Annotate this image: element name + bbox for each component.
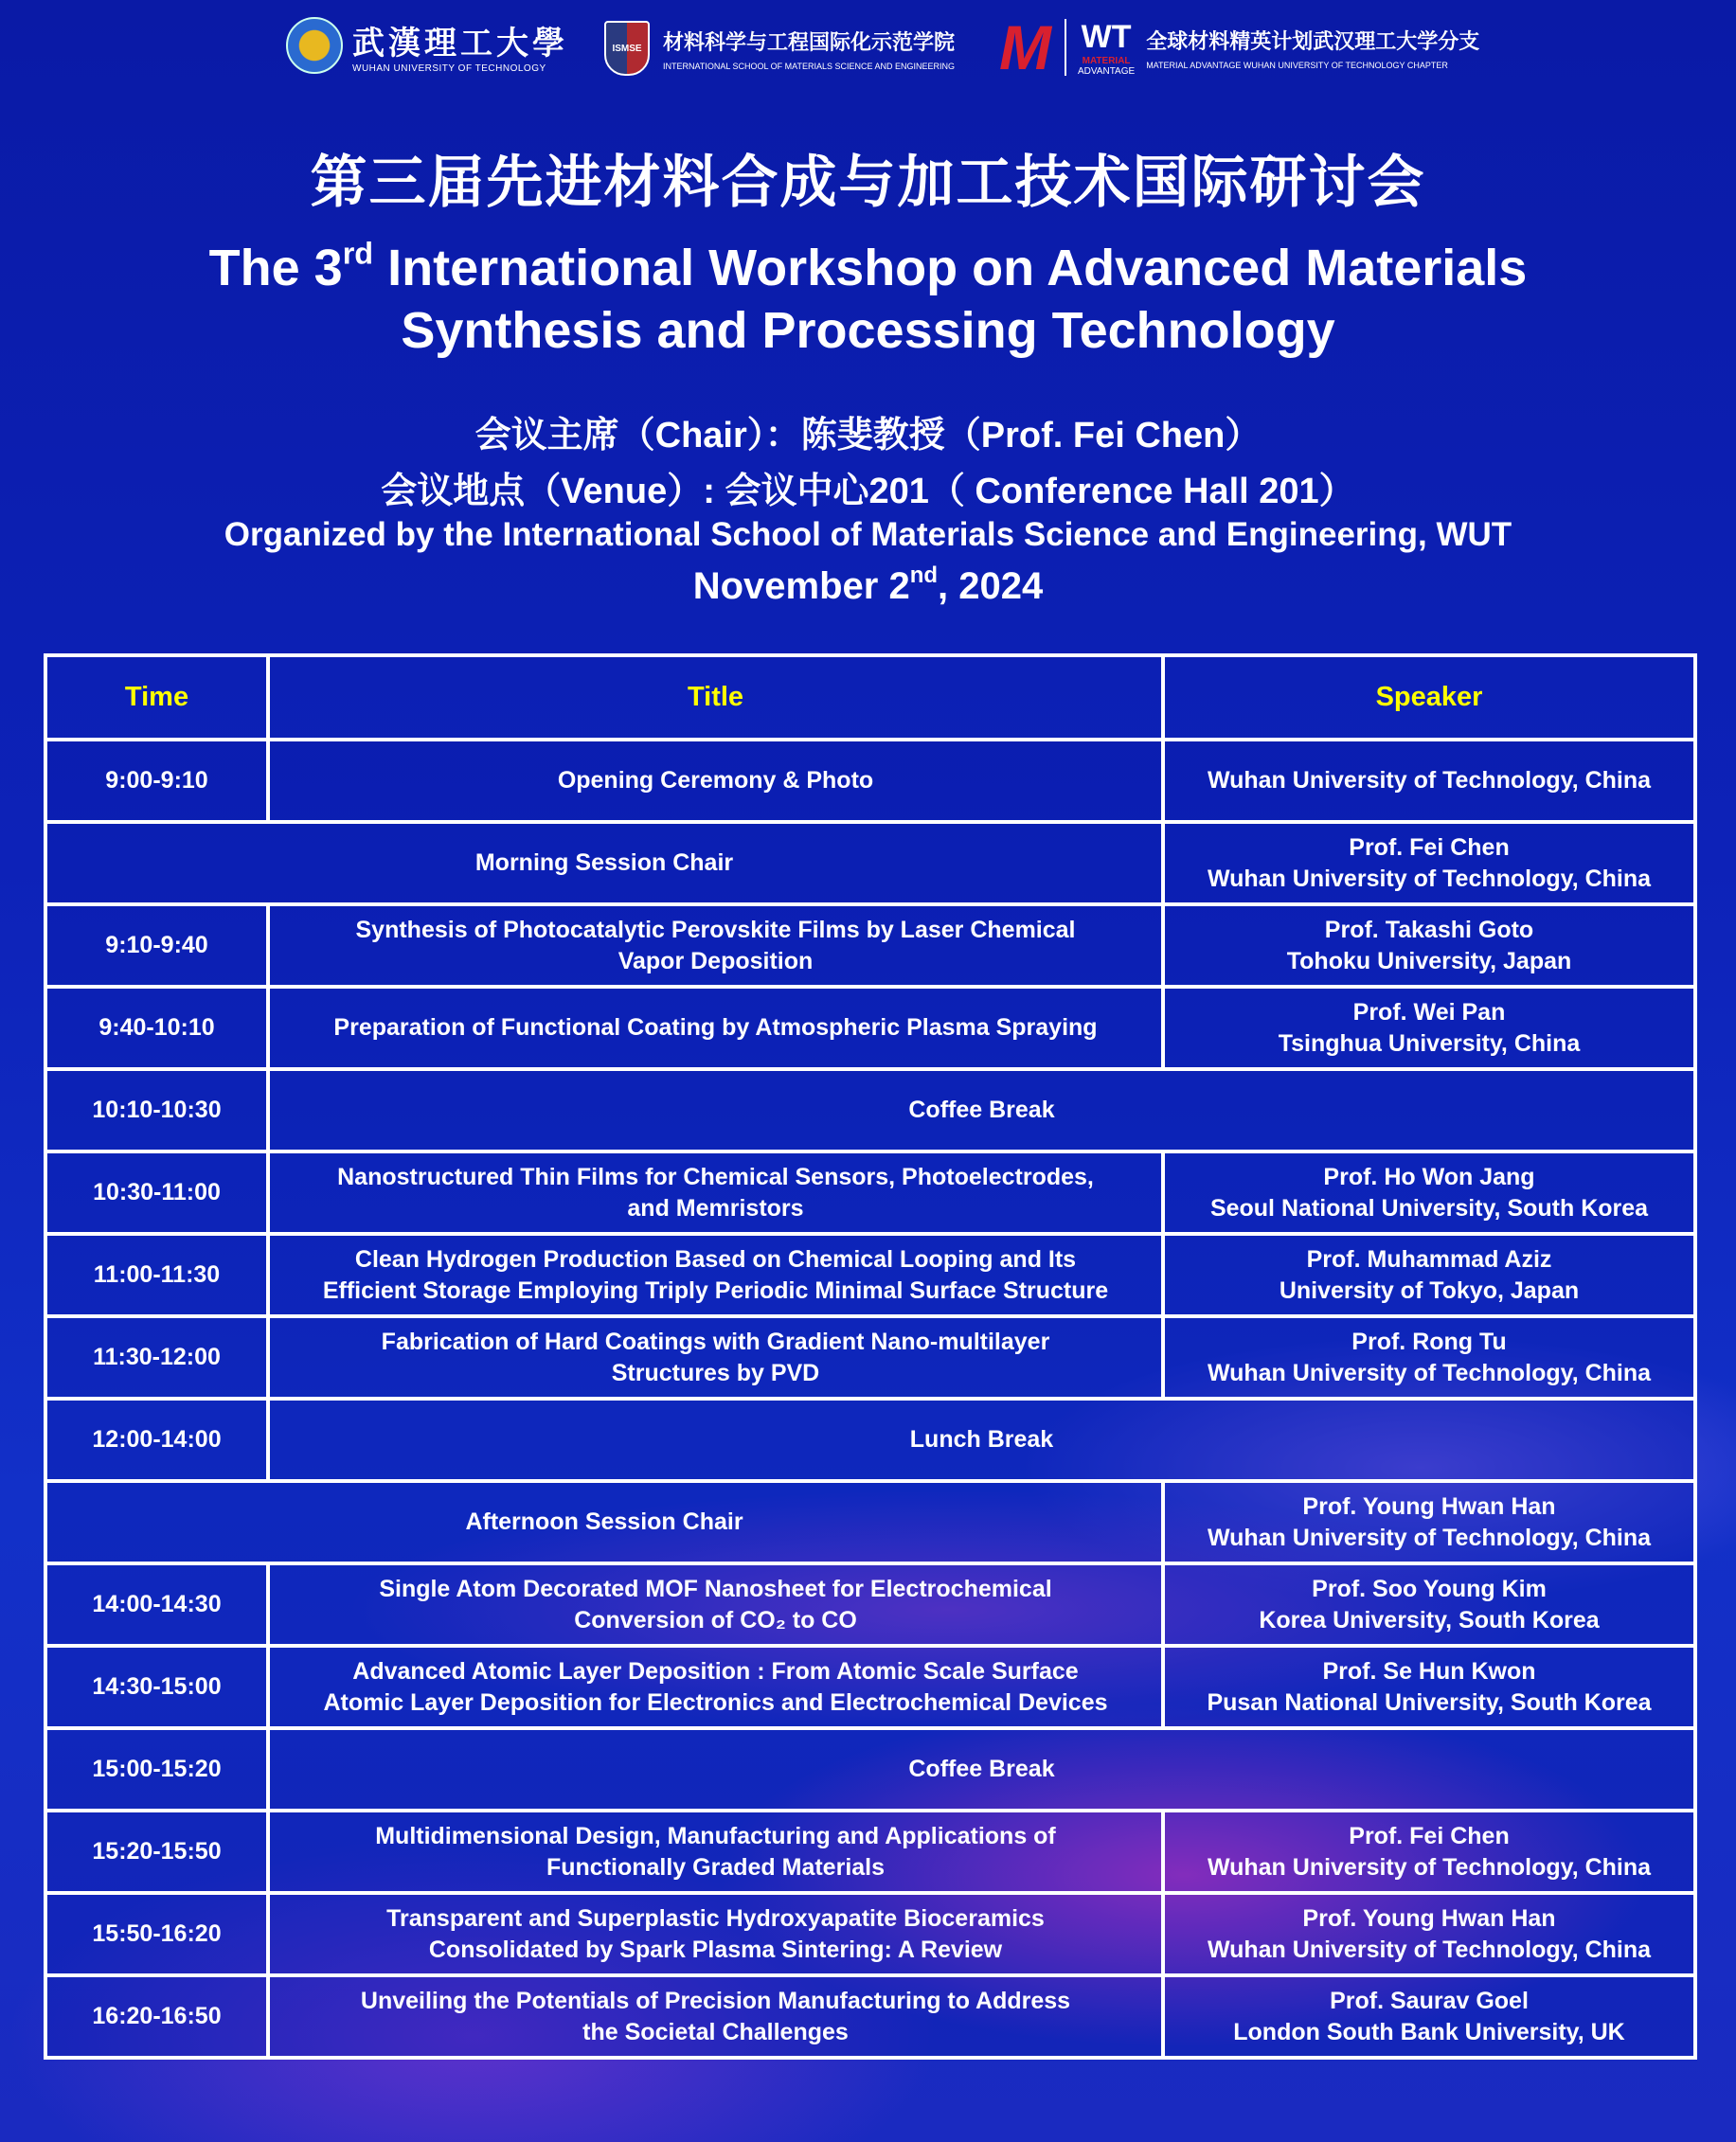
time-cell: 12:00-14:00 xyxy=(45,1399,268,1481)
title-cell: Transparent and Superplastic Hydroxyapatite Bioceramics Consolidated by Spark Plasma Sintering: A Review xyxy=(268,1893,1163,1975)
organizer-line: Organized by the International School of Materials Science and Engineering, WUT xyxy=(224,516,1512,553)
table-row xyxy=(45,822,1695,904)
wut-seal-icon xyxy=(286,17,343,74)
session-chair-label: Morning Session Chair xyxy=(45,822,1163,904)
speaker-cell: Wuhan University of Technology, China xyxy=(1163,740,1695,822)
speaker-cell: Prof. Young Hwan Han Wuhan University of Technology, China xyxy=(1163,1481,1695,1563)
time-cell: 10:30-11:00 xyxy=(45,1151,268,1234)
speaker-cell: Prof. Fei Chen Wuhan University of Technology, China xyxy=(1163,1811,1695,1893)
title-cell: Unveiling the Potentials of Precision Manufacturing to Address the Societal Challenges xyxy=(268,1975,1163,2058)
table-row xyxy=(45,1234,1695,1316)
time-cell: 9:40-10:10 xyxy=(45,987,268,1069)
time-cell: 10:10-10:30 xyxy=(45,1069,268,1151)
table-row xyxy=(45,1399,1695,1481)
time-cell: 15:20-15:50 xyxy=(45,1811,268,1893)
table-row xyxy=(45,1151,1695,1234)
header-speaker: Speaker xyxy=(1163,655,1695,740)
speaker-cell: Prof. Wei Pan Tsinghua University, China xyxy=(1163,987,1695,1069)
time-cell: 9:10-9:40 xyxy=(45,904,268,987)
speaker-cell: Prof. Muhammad Aziz University of Tokyo, Japan xyxy=(1163,1234,1695,1316)
ismse-shield-icon: ISMSE xyxy=(604,21,650,76)
ma-mark-icon: M xyxy=(999,12,1046,82)
ma-word-material: MATERIAL xyxy=(1082,55,1131,66)
table-row xyxy=(45,1975,1695,2058)
venue-line: 会议地点（Venue）: 会议中心201（ Conference Hall 201） xyxy=(381,472,1355,511)
logo-bar xyxy=(0,12,1736,83)
session-chair-label: Afternoon Session Chair xyxy=(45,1481,1163,1563)
title-cell: Advanced Atomic Layer Deposition : From Atomic Scale Surface Atomic Layer Deposition for Electronics and Electrochemical Devices xyxy=(268,1646,1163,1728)
title-cell: Multidimensional Design, Manufacturing and Applications of Functionally Graded Materials xyxy=(268,1811,1163,1893)
time-cell: 9:00-9:10 xyxy=(45,740,268,822)
time-cell: 15:00-15:20 xyxy=(45,1728,268,1811)
break-cell: Lunch Break xyxy=(268,1399,1695,1481)
wut-logo-cn: 武漢理工大學 xyxy=(352,25,568,62)
break-cell: Coffee Break xyxy=(268,1069,1695,1151)
title-english-line2: Synthesis and Processing Technology xyxy=(401,302,1335,359)
time-cell: 14:00-14:30 xyxy=(45,1563,268,1646)
table-row xyxy=(45,1563,1695,1646)
time-cell: 14:30-15:00 xyxy=(45,1646,268,1728)
title-cell: Fabrication of Hard Coatings with Gradient Nano-multilayer Structures by PVD xyxy=(268,1316,1163,1399)
table-row xyxy=(45,1811,1695,1893)
table-row xyxy=(45,904,1695,987)
wut-logo-en: WUHAN UNIVERSITY OF TECHNOLOGY xyxy=(352,63,546,74)
speaker-cell: Prof. Fei Chen Wuhan University of Technology, China xyxy=(1163,822,1695,904)
speaker-cell: Prof. Saurav Goel London South Bank University, UK xyxy=(1163,1975,1695,2058)
ismse-logo-en: INTERNATIONAL SCHOOL OF MATERIALS SCIENCE AND ENGINEERING xyxy=(663,61,956,71)
header-time: Time xyxy=(45,655,268,740)
schedule-table xyxy=(44,653,1697,2060)
title-cell: Clean Hydrogen Production Based on Chemical Looping and Its Efficient Storage Employing Triply Periodic Minimal Surface Structure xyxy=(268,1234,1163,1316)
title-chinese: 第三届先进材料合成与加工技术国际研讨会 xyxy=(310,151,1426,214)
title-cell: Single Atom Decorated MOF Nanosheet for Electrochemical Conversion of CO₂ to CO xyxy=(268,1563,1163,1646)
table-row xyxy=(45,1069,1695,1151)
speaker-cell: Prof. Takashi Goto Tohoku University, Japan xyxy=(1163,904,1695,987)
speaker-cell: Prof. Soo Young Kim Korea University, South Korea xyxy=(1163,1563,1695,1646)
speaker-cell: Prof. Young Hwan Han Wuhan University of Technology, China xyxy=(1163,1893,1695,1975)
table-row xyxy=(45,740,1695,822)
time-cell: 16:20-16:50 xyxy=(45,1975,268,2058)
time-cell: 15:50-16:20 xyxy=(45,1893,268,1975)
table-row xyxy=(45,1728,1695,1811)
ma-word-advantage: ADVANTAGE xyxy=(1077,65,1136,77)
ma-logo-en: MATERIAL ADVANTAGE WUHAN UNIVERSITY OF TECHNOLOGY CHAPTER xyxy=(1146,60,1448,70)
title-cell: Synthesis of Photocatalytic Perovskite Films by Laser Chemical Vapor Deposition xyxy=(268,904,1163,987)
ismse-logo-cn: 材料科学与工程国际化示范学院 xyxy=(663,29,956,54)
table-row xyxy=(45,987,1695,1069)
wt-mark-icon: WT xyxy=(1081,18,1132,55)
header-title: Title xyxy=(268,655,1163,740)
speaker-cell: Prof. Rong Tu Wuhan University of Technology, China xyxy=(1163,1316,1695,1399)
table-header-row xyxy=(45,655,1695,740)
table-row xyxy=(45,1893,1695,1975)
title-english-line1: The 3rd International Workshop on Advanced Materials xyxy=(208,236,1528,296)
chair-line: 会议主席（Chair）：陈斐教授（Prof. Fei Chen） xyxy=(474,416,1262,455)
title-cell: Opening Ceremony & Photo xyxy=(268,740,1163,822)
table-row xyxy=(45,1481,1695,1563)
material-advantage-logo xyxy=(999,11,1479,83)
table-row xyxy=(45,1646,1695,1728)
wut-logo xyxy=(286,17,568,74)
date-line: November 2nd, 2024 xyxy=(692,562,1044,607)
speaker-cell: Prof. Se Hun Kwon Pusan National University, South Korea xyxy=(1163,1646,1695,1728)
title-cell: Preparation of Functional Coating by Atmospheric Plasma Spraying xyxy=(268,987,1163,1069)
speaker-cell: Prof. Ho Won Jang Seoul National University, South Korea xyxy=(1163,1151,1695,1234)
time-cell: 11:30-12:00 xyxy=(45,1316,268,1399)
ismse-logo xyxy=(604,21,955,76)
ma-logo-cn: 全球材料精英计划武汉理工大学分支 xyxy=(1146,28,1480,53)
break-cell: Coffee Break xyxy=(268,1728,1695,1811)
title-cell: Nanostructured Thin Films for Chemical Sensors, Photoelectrodes, and Memristors xyxy=(268,1151,1163,1234)
table-row xyxy=(45,1316,1695,1399)
time-cell: 11:00-11:30 xyxy=(45,1234,268,1316)
